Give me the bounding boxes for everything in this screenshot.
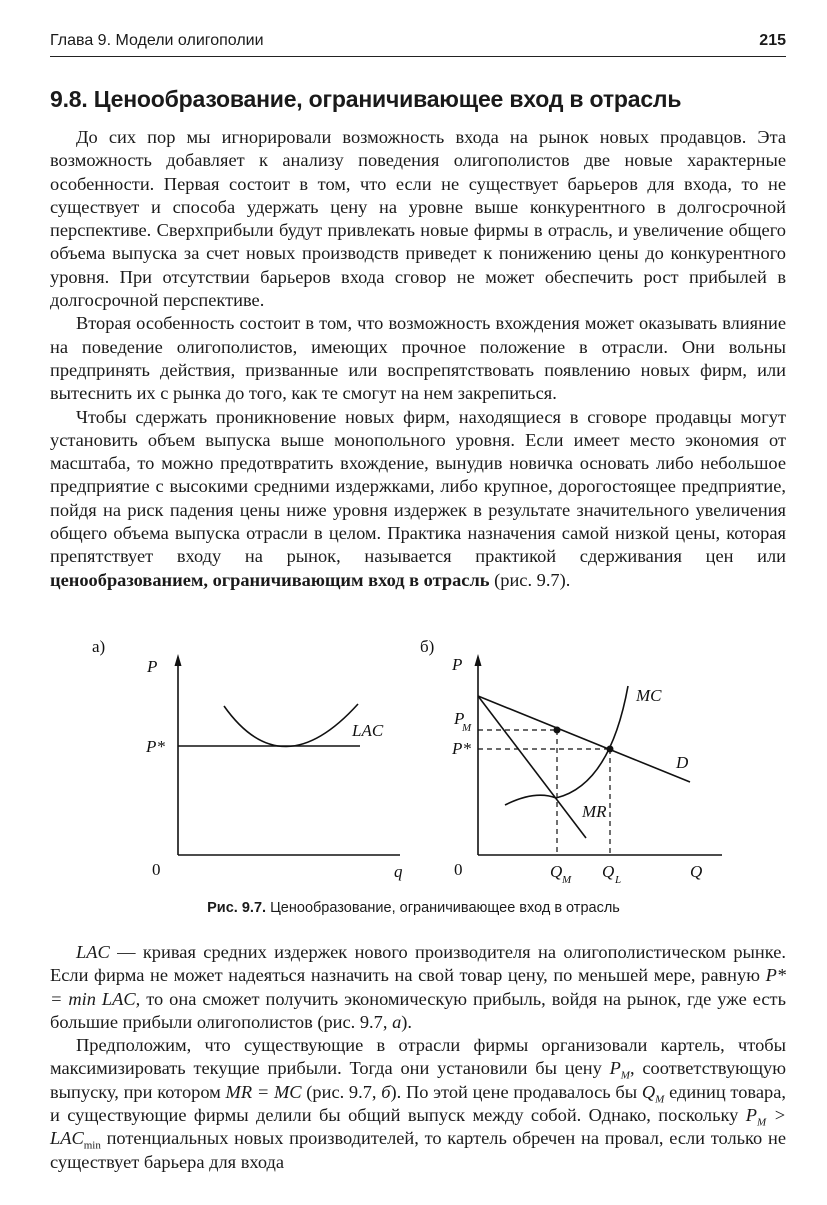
panel-a-x-label: q bbox=[394, 862, 403, 881]
figure-9-7 bbox=[90, 640, 730, 895]
p4-panel-ref: а bbox=[392, 1011, 402, 1032]
key-term: ценообразованием, ограничивающим вход в отрасль bbox=[50, 569, 490, 590]
panel-b-x-label: Q bbox=[690, 862, 703, 881]
p4-text-2: то она сможет получить экономическую прибыль, войдя на рынок, где уже есть большие прибыли олигополистов (рис. 9.7, bbox=[50, 988, 786, 1032]
panel-b-p-star: P* bbox=[452, 739, 471, 758]
panel-a-y-label: P bbox=[147, 657, 158, 676]
p5-qm-sub: M bbox=[655, 1093, 665, 1106]
lac-label: LAC bbox=[352, 721, 384, 740]
panel-b-label: б) bbox=[420, 640, 435, 656]
pm-label: P bbox=[454, 709, 465, 728]
body-text-top bbox=[50, 126, 786, 592]
monopoly-point bbox=[554, 727, 561, 734]
p5-text-4: ). По этой цене продавалось бы bbox=[390, 1081, 638, 1102]
body-text-bottom bbox=[50, 941, 786, 1174]
p5-pm2-sub: M bbox=[757, 1116, 767, 1129]
panel-b-origin: 0 bbox=[454, 860, 463, 879]
panel-a-y-arrow bbox=[175, 654, 182, 666]
p4-formula: P* = min LAC, bbox=[50, 965, 786, 1009]
panel-a-label: а) bbox=[92, 640, 106, 656]
ql-sub: L bbox=[615, 874, 622, 886]
paragraph-5 bbox=[50, 1034, 786, 1174]
p4-text-1: — кривая средних издержек нового производителя на олигополистическом рынке. Если фирма не может надеяться назначить на свой товар цену, по меньшей мере, равную bbox=[50, 942, 786, 986]
figure-caption bbox=[0, 900, 827, 916]
pm-sub: M bbox=[462, 722, 472, 734]
running-header bbox=[50, 30, 786, 57]
lac-curve bbox=[224, 704, 358, 747]
panel-b-y-label: P bbox=[452, 655, 463, 674]
panel-a-p-star: P* bbox=[146, 737, 165, 756]
p4-text-3: ). bbox=[401, 1011, 412, 1032]
panel-b-y-arrow bbox=[475, 654, 482, 666]
p5-text-3: (рис. 9.7, bbox=[306, 1081, 377, 1102]
panel-a-origin: 0 bbox=[152, 860, 161, 879]
figure-svg bbox=[90, 640, 730, 895]
panel-a bbox=[92, 640, 403, 881]
paragraph-3 bbox=[50, 406, 786, 592]
p5-text-1: Предположим, что существующие в отрасли фирмы организовали картель, чтобы максимизировать текущие прибыли. Тогда они установили бы цену bbox=[50, 1035, 786, 1079]
qm-sub: M bbox=[562, 874, 572, 886]
paragraph-2: Вторая особенность состоит в том, что возможность вхождения может оказывать влияние на поведение олигополистов, имеющих прочное положение в отрасли. Они вольны предпринять действия, призванные или воспрепятствовать появлению новых фирм, или вытеснить их с рынка до того, как те смогут на нем закрепиться. bbox=[50, 313, 786, 404]
mc-label: MC bbox=[636, 686, 662, 705]
qm-label: Q bbox=[550, 862, 563, 881]
p5-lac-min: min bbox=[83, 1140, 101, 1153]
panel-b bbox=[420, 640, 722, 886]
p5-pm: P bbox=[609, 1058, 621, 1079]
paragraph-1: До сих пор мы игнорировали возможность входа на рынок новых продавцов. Эта возможность добавляет к анализу поведения олигополистов две новые характерные особенности. Первая состоит в том, что если не существует барьеров для входа, то не существует и способа удержать цену на уровне выше конкурентного в долгосрочной перспективе. Сверхприбыли будут привлекать новые фирмы в отрасль, и увеличение общего объема выпуска за счет новых производств приведет к понижению цены до конкурентного уровня. При отсутствии барьеров входа сговор не может обеспечить рост прибылей в долгосрочной перспективе. bbox=[50, 127, 786, 311]
p5-pm2: P bbox=[745, 1105, 757, 1126]
p5-text-6: потенциальных новых производителей, то картель обречен на провал, если только не существует барьера для входа bbox=[50, 1128, 786, 1172]
p5-panel-ref: б bbox=[381, 1081, 391, 1102]
caption-text: Ценообразование, ограничивающее вход в отрасль bbox=[270, 900, 620, 916]
demand-label: D bbox=[676, 753, 689, 772]
paragraph-3-start: Чтобы сдержать проникновение новых фирм, находящиеся в сговоре продавцы могут установить объем выпуска выше монопольного уровня. Если имеет место экономия от масштаба, то можно предотвратить вхождение, вынудив новичка основать либо небольшое предприятие с высокими средними издержками, либо крупное, дорогостоящее предприятие, пойдя на риск падения цены ниже уровня издержек в результате значительного увеличения общего объема выпуска отрасли в целом. Практика назначения самой низкой цены, которая препятствует входу на рынок, называется практикой сдерживания цен или bbox=[50, 406, 786, 567]
ql-label: Q bbox=[602, 862, 615, 881]
p5-text-5: единиц товара, и существующие фирмы делили бы общий выпуск между собой. Однако, поскольку bbox=[50, 1081, 786, 1126]
chapter-title: Глава 9. Модели олигополии bbox=[50, 32, 264, 49]
p5-text-2: , соответствующую выпуску, при котором bbox=[50, 1058, 786, 1102]
section-title: 9.8. Ценообразование, ограничивающее вход в отрасль bbox=[50, 86, 682, 112]
p5-pm-sub: M bbox=[620, 1070, 630, 1083]
page-number: 215 bbox=[759, 32, 786, 49]
mr-label: MR bbox=[582, 802, 607, 821]
p5-lac: > LAC bbox=[50, 1105, 787, 1149]
p5-mr-mc: MR = MC bbox=[225, 1081, 302, 1102]
paragraph-4 bbox=[50, 941, 786, 1034]
p5-qm: Q bbox=[641, 1081, 656, 1102]
paragraph-3-end: (рис. 9.7). bbox=[494, 569, 571, 590]
caption-label: Рис. 9.7. bbox=[207, 900, 267, 916]
limit-price-point bbox=[607, 746, 614, 753]
p4-lac: LAC bbox=[76, 942, 110, 962]
